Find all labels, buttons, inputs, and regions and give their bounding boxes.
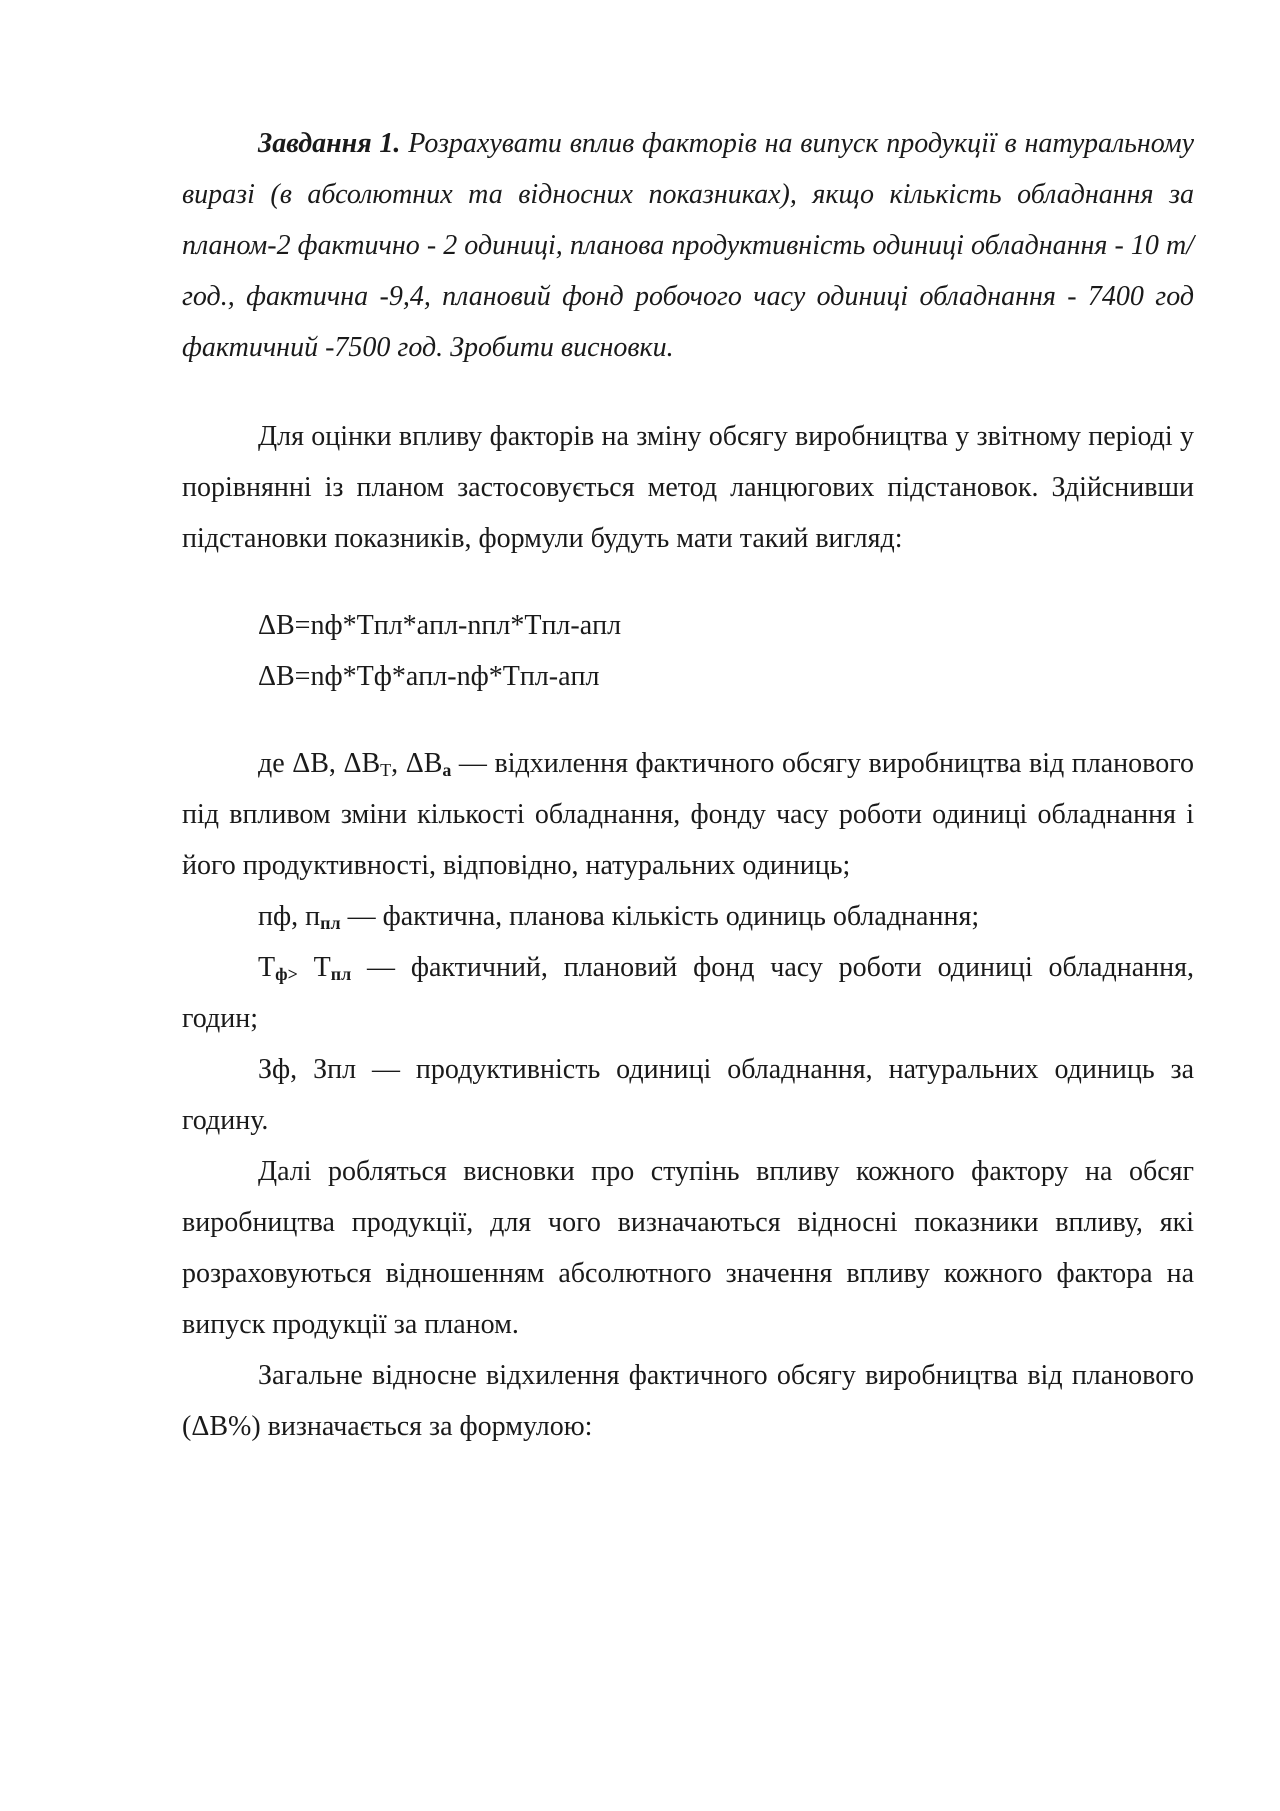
- definition-time-rest: — фактичний, плановий фонд часу роботи одиниці обладнання, годин;: [182, 952, 1194, 1034]
- definition-productivity: Зф, Зпл — продуктивність одиниці обладнання, натуральних одиниць за годину.: [182, 1054, 1194, 1136]
- subscript-f: ф>: [275, 964, 298, 984]
- formula-block: [182, 600, 1194, 702]
- definitions-block: [182, 738, 1194, 1146]
- definition-deviation: [182, 738, 1194, 891]
- definition-time-fund: [182, 942, 1194, 1044]
- subscript-a: a: [442, 760, 452, 780]
- definition-equipment-count: [182, 891, 1194, 942]
- definition-deviation-mid: , ΔВ: [391, 748, 443, 779]
- definition-equipment-rest: — фактична, планова кількість одиниць обладнання;: [340, 901, 980, 932]
- subscript-t: T: [380, 760, 392, 780]
- subscript-pl: пл: [320, 913, 341, 933]
- document-body: [182, 118, 1194, 1452]
- definition-time-start: Т: [258, 952, 276, 983]
- definition-equipment-start: пф, п: [258, 901, 321, 932]
- task-label: Завдання 1.: [258, 128, 401, 159]
- intro-paragraph: Для оцінки впливу факторів на зміну обсягу виробництва у звітному періоді у порівнянні із планом застосовується метод ланцюгових підстановок. Здійснивши підстановки показників, формули будуть мати такий вигляд:: [182, 421, 1194, 554]
- definition-time-mid: Т: [297, 952, 331, 983]
- formula-2: ΔВ=nф*Tф*aпл-nф*Tпл-aпл: [258, 661, 600, 692]
- subscript-pl-2: пл: [330, 964, 352, 984]
- definition-deviation-rest: — відхилення фактичного обсягу виробництва від планового під впливом зміни кількості обладнання, фонду часу роботи одиниці обладнання і його продуктивності, відповідно, натуральних одиниць;: [182, 748, 1194, 881]
- formula-1: ΔВ=nф*Tпл*aпл-nпл*Tпл-aпл: [258, 610, 622, 641]
- conclusions-paragraph: Далі робляться висновки про ступінь впливу кожного фактору на обсяг виробництва продукції, для чого визначаються відносні показники впливу, які розраховуються відношенням абсолютного значення впливу кожного фактора на випуск продукції за планом.: [182, 1156, 1194, 1340]
- task-paragraph: [182, 118, 1194, 373]
- total-deviation-paragraph: Загальне відносне відхилення фактичного обсягу виробництва від планового (ΔВ%) визначається за формулою:: [182, 1360, 1194, 1442]
- definition-deviation-start: де ΔВ, ΔВ: [258, 748, 381, 779]
- task-text: Розрахувати вплив факторів на випуск продукції в натуральному виразі (в абсолютних та відносних показниках), якщо кількість обладнання за планом-2 фактично - 2 одиниці, планова продуктивність одиниці обладнання - 10 т/год., фактична -9,4, плановий фонд робочого часу одиниці обладнання - 7400 год фактичний -7500 год. Зробити висновки.: [182, 128, 1195, 363]
